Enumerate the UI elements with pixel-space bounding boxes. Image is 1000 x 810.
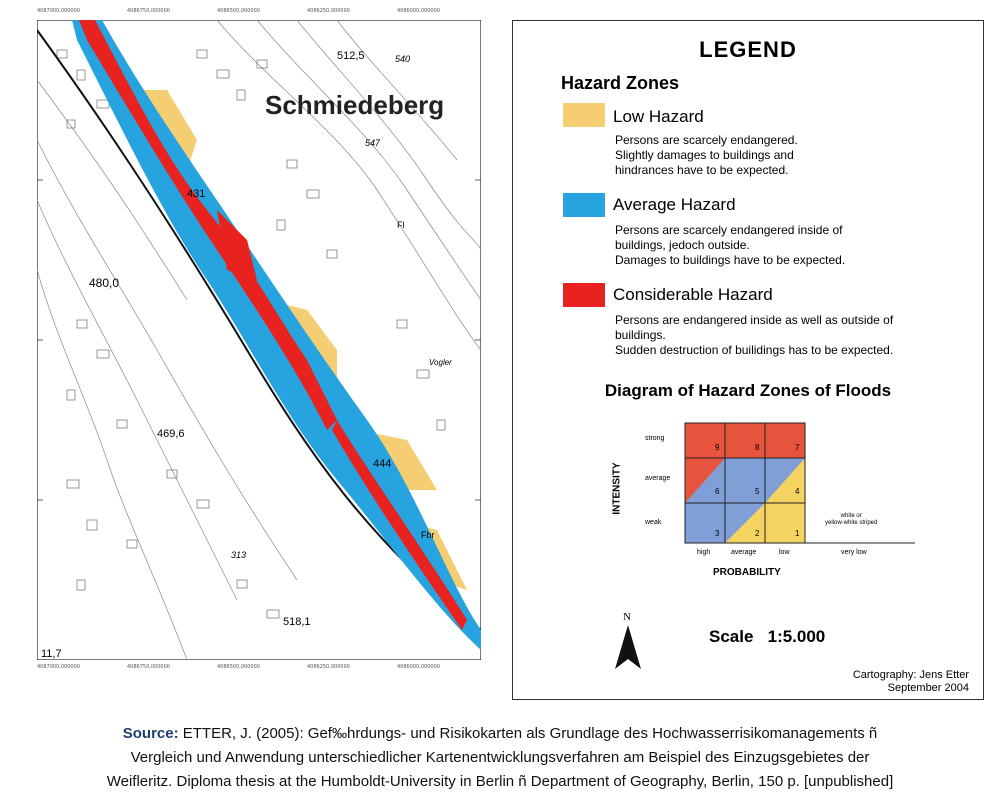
map-coordinate: 4086750,000000 xyxy=(127,664,170,670)
hazard-map xyxy=(37,8,481,670)
elevation-label: Fl xyxy=(397,220,405,230)
cell-number: 8 xyxy=(755,443,760,452)
hazard-diagram xyxy=(605,413,935,593)
cell-number: 3 xyxy=(715,529,720,538)
scale-text xyxy=(709,627,825,647)
map-coordinate: 4086750,000000 xyxy=(127,8,170,14)
legend-title: LEGEND xyxy=(699,37,797,62)
map-coordinate: 4087000,000000 xyxy=(37,8,80,14)
low-hazard-label: Low Hazard xyxy=(613,107,704,126)
intensity-level: weak xyxy=(645,519,662,526)
elevation-label: 512,5 xyxy=(337,50,365,62)
elevation-label: Vogler xyxy=(429,358,452,367)
map-coordinate: 4086500,000000 xyxy=(217,664,260,670)
town-label: Schmiedeberg xyxy=(265,90,445,120)
map-coordinate: 4087000,000000 xyxy=(37,664,80,670)
average-hazard-swatch xyxy=(563,193,605,217)
probability-level: low xyxy=(779,549,790,556)
elevation-label: 469,6 xyxy=(157,428,185,440)
diagram-title: Diagram of Hazard Zones of Floods xyxy=(604,381,892,400)
average-hazard-description: Persons are scarcely endangered inside of buildings, jedoch outside. Damages to buildings have to be expected. xyxy=(615,223,846,267)
cell-number: 1 xyxy=(795,529,800,538)
elevation-label: 313 xyxy=(231,550,247,560)
map-coordinate: 4086250,000000 xyxy=(307,8,350,14)
cell-number: 6 xyxy=(715,487,720,496)
north-arrow-icon xyxy=(613,623,643,671)
intensity-level: average xyxy=(645,475,671,482)
probability-axis-label: PROBABILITY xyxy=(713,567,781,578)
cell-number: 4 xyxy=(795,487,800,496)
low-hazard-description: Persons are scarcely endangered. Slightly damages to buildings and hindrances have to be expected. xyxy=(615,133,798,177)
credit-line: Cartography: Jens Etter xyxy=(852,669,969,681)
diagram-note: white or yellow-white striped xyxy=(825,513,878,526)
low-hazard-swatch xyxy=(563,103,605,127)
scale-label: Scale xyxy=(709,627,754,646)
credit-line: September 2004 xyxy=(887,682,969,694)
considerable-hazard-description: Persons are endangered inside as well as outside of buildings. Sudden destruction of builidings has to be expected. xyxy=(615,313,894,357)
elevation-label: 518,1 xyxy=(283,616,311,628)
source-line: Weifleritz. Diploma thesis at the Humboldt-University in Berlin ñ Department of Geography, Berlin, 150 p. [unpublished] xyxy=(106,773,894,790)
north-label: N xyxy=(623,611,631,623)
cell-number: 9 xyxy=(715,443,720,452)
elevation-label: 540 xyxy=(395,54,411,64)
elevation-label: 480,0 xyxy=(89,276,120,290)
map-coordinate: 4086250,000000 xyxy=(307,664,350,670)
probability-level: very low xyxy=(841,549,867,556)
probability-level: average xyxy=(731,549,757,556)
elevation-label: 11,7 xyxy=(41,648,62,660)
legend-panel xyxy=(512,20,984,700)
elevation-label: 547 xyxy=(365,138,381,148)
source-line: Vergleich und Anwendung unterschiedlicher Kartenentwicklungsverfahren am Beispiel des Einzugsgebietes der xyxy=(130,749,870,766)
source-line: ETTER, J. (2005): Gef‰hrdungs- und Risikokarten als Grundlage des Hochwasserrisikomanagements ñ xyxy=(182,725,878,742)
considerable-hazard-swatch xyxy=(563,283,605,307)
cell-number: 5 xyxy=(755,487,760,496)
credit xyxy=(853,669,969,695)
map-coordinate: 4086000,000000 xyxy=(397,8,440,14)
elevation-label: 444 xyxy=(373,458,392,470)
north-arrow xyxy=(613,611,643,671)
map-coordinate: 4086500,000000 xyxy=(217,8,260,14)
cell-number: 2 xyxy=(755,529,760,538)
hazard-zones-title: Hazard Zones xyxy=(561,73,680,93)
source-prefix: Source: xyxy=(122,725,179,742)
elevation-label: Fbr xyxy=(421,530,435,540)
considerable-hazard-label: Considerable Hazard xyxy=(613,285,773,304)
intensity-level: strong xyxy=(645,435,665,442)
probability-level: high xyxy=(697,549,711,556)
source-citation xyxy=(0,722,1000,794)
map-coordinate: 4086000,000000 xyxy=(397,664,440,670)
cell-number: 7 xyxy=(795,443,800,452)
scale-value: 1:5.000 xyxy=(767,627,826,646)
intensity-axis-label: INTENSITY xyxy=(611,462,623,515)
elevation-label: 431 xyxy=(187,188,206,200)
average-hazard-label: Average Hazard xyxy=(613,195,736,214)
